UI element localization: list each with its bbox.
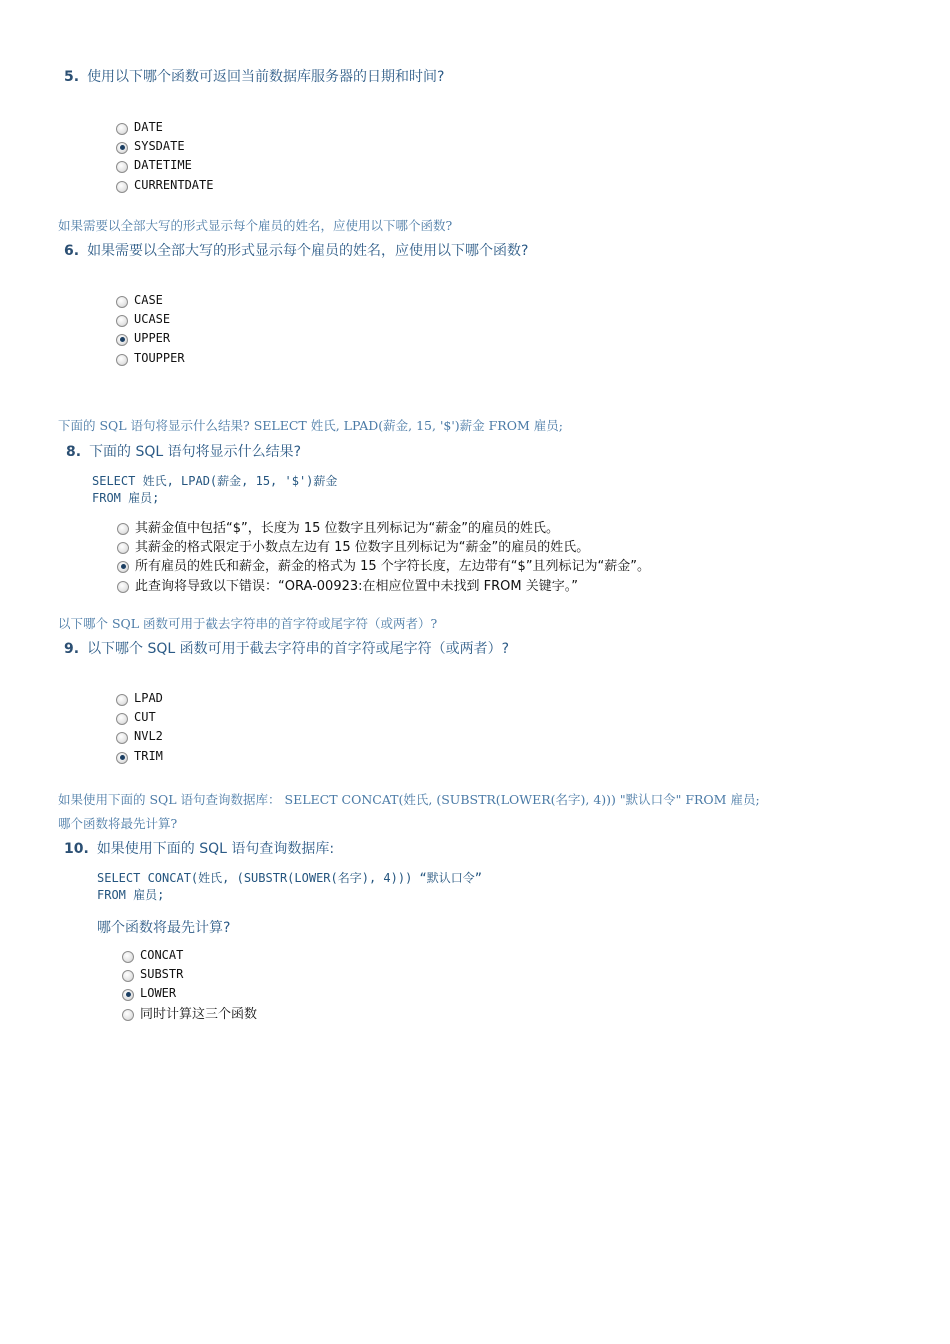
question-5-heading [64, 66, 445, 86]
question-text: 下面的 SQL 语句将显示什么结果? [89, 444, 302, 460]
q8-option[interactable] [117, 575, 578, 594]
q8-option[interactable] [117, 517, 559, 536]
q10-option[interactable] [122, 1003, 257, 1022]
sql-code-line: FROM 雇员; [92, 491, 160, 505]
option-label: UPPER [134, 330, 171, 345]
question-8-caption: 下面的 SQL 语句将显示什么结果? SELECT 姓氏, LPAD(薪金, 15, '$')薪金 FROM 雇员; [58, 418, 563, 433]
option-label: 其薪金的格式限定于小数点左边有 15 位数字且列标记为“薪金”的雇员的姓氏。 [135, 540, 590, 555]
option-label: CASE [134, 292, 163, 307]
q6-option[interactable] [116, 328, 170, 347]
q9-option[interactable] [116, 688, 163, 707]
question-6-caption: 如果需要以全部大写的形式显示每个雇员的姓名，应使用以下哪个函数? [58, 218, 453, 233]
radio-button[interactable] [116, 713, 128, 725]
option-label: TRIM [134, 748, 163, 763]
radio-button[interactable] [117, 542, 129, 554]
radio-button-selected[interactable] [122, 989, 134, 1001]
radio-button-selected[interactable] [116, 334, 128, 346]
question-text: 使用以下哪个函数可返回当前数据库服务器的日期和时间? [87, 69, 445, 85]
radio-button[interactable] [116, 315, 128, 327]
q6-option[interactable] [116, 290, 163, 309]
q9-option[interactable] [116, 726, 163, 745]
question-number: 6. [64, 243, 80, 259]
q9-option[interactable] [116, 746, 163, 765]
sql-code-line: SELECT 姓氏, LPAD(薪金, 15, '$')薪金 [92, 474, 338, 488]
radio-button-selected[interactable] [116, 142, 128, 154]
radio-button[interactable] [122, 951, 134, 963]
option-label: SUBSTR [140, 966, 184, 981]
q5-option[interactable] [116, 155, 192, 174]
question-8-heading [66, 441, 301, 461]
q6-option[interactable] [116, 348, 185, 367]
option-label: LPAD [134, 690, 163, 705]
q10-option[interactable] [122, 983, 176, 1002]
question-10-heading [64, 838, 334, 858]
radio-button[interactable] [116, 181, 128, 193]
radio-button-selected[interactable] [117, 561, 129, 573]
q5-option[interactable] [116, 136, 185, 155]
radio-button[interactable] [116, 296, 128, 308]
option-label: LOWER [140, 985, 177, 1000]
option-label: 其薪金值中包括“$”，长度为 15 位数字且列标记为“薪金”的雇员的姓氏。 [135, 521, 560, 536]
question-6-heading [64, 240, 529, 260]
question-text: 以下哪个 SQL 函数可用于截去字符串的首字符或尾字符（或两者）? [87, 641, 510, 657]
q10-option[interactable] [122, 964, 183, 983]
question-number: 5. [64, 69, 80, 85]
radio-button[interactable] [116, 161, 128, 173]
radio-button[interactable] [122, 1009, 134, 1021]
q9-option[interactable] [116, 707, 156, 726]
option-label: CURRENTDATE [134, 177, 214, 192]
sql-code-line: FROM 雇员; [97, 888, 165, 902]
radio-button[interactable] [116, 732, 128, 744]
option-label: CUT [134, 709, 156, 724]
question-9-caption: 以下哪个 SQL 函数可用于截去字符串的首字符或尾字符（或两者）? [58, 616, 438, 631]
q5-option[interactable] [116, 117, 163, 136]
option-label: CONCAT [140, 947, 184, 962]
question-9-heading [64, 638, 509, 658]
radio-button[interactable] [116, 354, 128, 366]
question-text: 如果使用下面的 SQL 语句查询数据库: [96, 841, 335, 857]
option-label: DATE [134, 119, 163, 134]
question-number: 10. [64, 841, 89, 857]
sub-question-text: 哪个函数将最先计算? [97, 920, 231, 936]
q8-option[interactable] [117, 536, 589, 555]
option-label: TOUPPER [134, 350, 185, 365]
option-label: 同时计算这三个函数 [140, 1007, 258, 1022]
radio-button[interactable] [116, 694, 128, 706]
question-number: 8. [66, 444, 82, 460]
q10-option[interactable] [122, 945, 183, 964]
option-label: 所有雇员的姓氏和薪金，薪金的格式为 15 个字符长度，左边带有“$”且列标记为“薪金”。 [135, 559, 651, 574]
question-10-caption-line1: 如果使用下面的 SQL 语句查询数据库： SELECT CONCAT(姓氏, (SUBSTR(LOWER(名字), 4))) "默认口令" FROM 雇员; [58, 792, 760, 807]
radio-button-selected[interactable] [116, 752, 128, 764]
q6-option[interactable] [116, 309, 170, 328]
radio-button[interactable] [117, 581, 129, 593]
option-label: 此查询将导致以下错误：“ORA-00923:在相应位置中未找到 FROM 关键字。” [135, 579, 578, 594]
question-text: 如果需要以全部大写的形式显示每个雇员的姓名，应使用以下哪个函数? [87, 243, 529, 259]
q5-option[interactable] [116, 175, 213, 194]
q8-option[interactable] [117, 555, 650, 574]
radio-button[interactable] [116, 123, 128, 135]
option-label: UCASE [134, 311, 171, 326]
question-number: 9. [64, 641, 80, 657]
option-label: DATETIME [134, 157, 192, 172]
option-label: SYSDATE [134, 138, 185, 153]
radio-button[interactable] [117, 523, 129, 535]
sql-code-line: SELECT CONCAT(姓氏, (SUBSTR(LOWER(名字), 4))) “默认口令” [97, 871, 482, 885]
question-10-caption-line2: 哪个函数将最先计算? [58, 816, 178, 831]
option-label: NVL2 [134, 728, 163, 743]
radio-button[interactable] [122, 970, 134, 982]
